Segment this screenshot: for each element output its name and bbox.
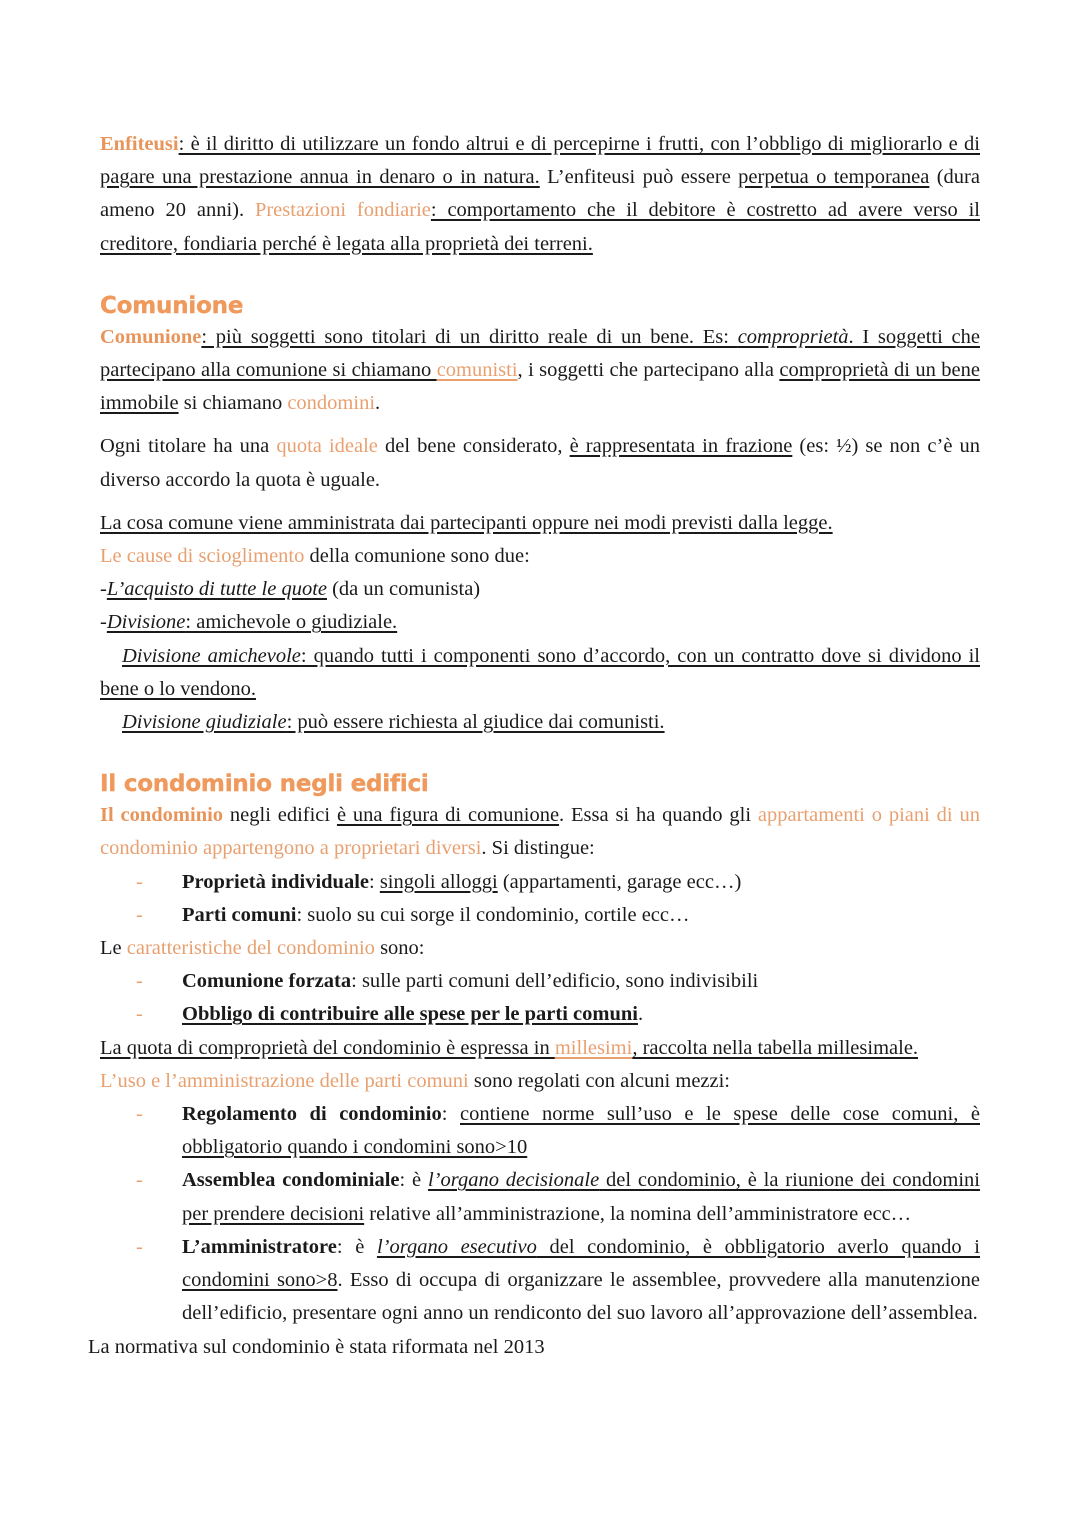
list-item-italic: l’organo esecutivo <box>376 1235 537 1258</box>
paragraph-comunione-1 <box>100 321 980 421</box>
comunione-p2-d: (es: ½) se non c’è un diverso accordo la quota è uguale. <box>100 435 981 491</box>
condominio-p3-orange: millesimi <box>554 1036 633 1059</box>
list-item-bold: Comunione forzata <box>182 970 352 993</box>
comunione-p4: della comunione sono due: <box>304 545 530 568</box>
condominio-p2-orange: caratteristiche del condominio <box>126 937 375 960</box>
paragraph-comunione-7 <box>100 640 980 706</box>
list-item-bold: L’amministratore <box>182 1235 337 1258</box>
paragraph-condominio-2 <box>100 932 980 965</box>
condominio-p1-b: . Essa si ha quando gli <box>559 804 758 827</box>
list-item-underline: singoli alloggi <box>379 870 498 893</box>
list-item-mid: : <box>441 1103 460 1126</box>
comunione-p3: La cosa comune viene amministrata dai partecipanti oppure nei modi previsti dalla legge. <box>100 511 833 534</box>
list-item-mid: : è <box>399 1169 428 1192</box>
paragraph-spacer <box>100 420 980 430</box>
list-mezzi <box>100 1098 980 1330</box>
comunione-p1-it: comproprietà <box>737 325 849 348</box>
list-item-rest: (appartamenti, garage ecc…) <box>497 870 742 893</box>
list-item-mid: : <box>351 970 362 993</box>
heading-condominio: Il condominio negli edifici <box>100 771 429 798</box>
comunione-p2-b: del bene considerato, <box>377 435 570 458</box>
comunione-p1-orange2: condomini <box>287 392 376 415</box>
comunione-p8-rest: : può essere richiesta al giudice dai comunisti. <box>286 711 665 734</box>
comunione-p6-rest: : amichevole o giudiziale. <box>185 611 398 634</box>
comunione-p7-it: Divisione amichevole <box>122 644 301 667</box>
list-caratteristiche <box>100 965 980 1031</box>
term-prestazioni-fondiarie: Prestazioni fondiarie <box>254 199 431 222</box>
list-item-rest: . <box>637 1003 644 1026</box>
list-item-bold: Proprietà individuale <box>182 870 369 893</box>
list-item <box>136 1231 980 1331</box>
comunione-p6-it: Divisione <box>106 611 186 634</box>
paragraph-comunione-6 <box>100 606 980 639</box>
comunione-p2-c: è rappresentata in frazione <box>569 435 793 458</box>
comunione-p8-it: Divisione giudiziale <box>122 711 287 734</box>
comunione-p4-orange: Le cause di scioglimento <box>100 545 305 568</box>
list-item-mid: : <box>368 870 380 893</box>
list-item-bold: Assemblea condominiale <box>182 1169 400 1192</box>
comunione-p7-rest: : quando tutti i componenti sono d’accordo, con un contratto dove si dividono il bene o lo vendono. <box>100 644 980 700</box>
comunione-p5-rest: (da un comunista) <box>326 578 481 601</box>
list-item <box>136 899 980 932</box>
comunione-p1-e: si chiamano <box>178 392 288 415</box>
list-item-italic: l’organo decisionale <box>427 1169 600 1192</box>
section-spacer <box>100 739 980 771</box>
comunione-p5-it: L’acquisto di tutte le quote <box>106 578 327 601</box>
closing-text: La normativa sul condominio è stata riformata nel 2013 <box>88 1335 545 1358</box>
paragraph-enfiteusi <box>100 128 980 261</box>
list-distinzione <box>100 866 980 932</box>
list-item-mid: : è <box>336 1235 377 1258</box>
enfiteusi-body-2: L’enfiteusi può essere <box>539 166 739 189</box>
condominio-p2-b: sono: <box>374 937 425 960</box>
term-enfiteusi: Enfiteusi <box>100 133 179 155</box>
list-item <box>136 998 980 1031</box>
paragraph-comunione-3 <box>100 507 980 540</box>
comunione-p5-dash: - <box>100 578 107 601</box>
condominio-p1-u: è una figura di comunione <box>336 804 560 827</box>
enfiteusi-body-1: : è il diritto di utilizzare un fondo altrui e di percepirne i frutti, con l’obbligo di migliorarlo e di pagare una prestazione annua in denaro o in natura. <box>100 133 980 189</box>
paragraph-comunione-4 <box>100 540 980 573</box>
term-il-condominio: Il condominio <box>100 804 224 827</box>
condominio-p1-orange: appartamenti o piani di un condominio appartengono a proprietari diversi <box>100 804 980 860</box>
comunione-p1-b: . I soggetti che partecipano alla comunione si chiamano <box>100 325 980 382</box>
list-item-underline: del condominio, è la riunione dei condomini per prendere decisioni <box>182 1169 981 1225</box>
list-item <box>136 965 980 998</box>
list-item-rest: . Esso di occupa di organizzare le assemblee, provvedere alla manutenzione dell’edificio, presentare ogni anno un rendiconto del suo lavoro all’approvazione dell’assemblea. <box>182 1269 980 1325</box>
paragraph-condominio-4 <box>100 1065 980 1098</box>
condominio-p1-c: . Si distingue: <box>481 837 595 860</box>
paragraph-spacer <box>100 497 980 507</box>
condominio-p3-a: La quota di comproprietà del condominio è espressa in <box>100 1036 555 1059</box>
enfiteusi-body-4: : comportamento che il debitore è costretto ad avere verso il creditore, fondiaria perché è legata alla proprietà dei terreni. <box>100 199 980 255</box>
comunione-p1-orange1: comunisti <box>436 359 518 382</box>
heading-comunione: Comunione <box>100 292 244 319</box>
condominio-p4-b: sono regolati con alcuni mezzi: <box>468 1069 731 1092</box>
comunione-p2-orange: quota ideale <box>276 435 378 458</box>
comunione-p1-c: , i soggetti che partecipano alla <box>517 359 780 382</box>
condominio-p1-a: negli edifici <box>223 804 337 827</box>
list-item <box>136 1098 980 1164</box>
list-item-rest: sulle parti comuni dell’edificio, sono indivisibili <box>361 970 759 993</box>
list-item-mid: : <box>296 903 308 926</box>
comunione-p1-f: . <box>375 392 381 415</box>
comunione-p1-a: : più soggetti sono titolari di un diritto reale di un bene. Es: <box>201 325 738 348</box>
list-item-underline: contiene norme sull’uso e le spese delle cose comuni, è obbligatorio quando i condomini sono>10 <box>182 1103 980 1159</box>
paragraph-comunione-5 <box>100 573 980 606</box>
enfiteusi-emph-1: perpetua o temporanea <box>738 166 930 189</box>
list-item-rest: relative all’amministrazione, la nomina dell’amministratore ecc… <box>364 1202 912 1225</box>
list-item-bold: Obbligo di contribuire alle spese per le parti comuni <box>182 1003 638 1026</box>
paragraph-condominio-1 <box>100 799 980 865</box>
list-item-bold: Parti comuni <box>182 903 297 926</box>
list-item-bold: Regolamento di condominio <box>182 1103 442 1126</box>
condominio-p3-b: , raccolta nella tabella millesimale. <box>632 1036 919 1059</box>
condominio-p4-orange: L’uso e l’amministrazione delle parti comuni <box>100 1069 469 1092</box>
paragraph-closing <box>88 1331 980 1364</box>
list-item-rest: suolo su cui sorge il condominio, cortile ecc… <box>307 903 690 926</box>
paragraph-comunione-2 <box>100 430 980 496</box>
section-spacer <box>100 261 980 293</box>
list-item <box>136 1164 980 1230</box>
list-item-underline: del condominio, è obbligatorio averlo quando i condomini sono>8 <box>182 1235 980 1292</box>
term-comunione: Comunione <box>100 325 202 348</box>
paragraph-condominio-3 <box>100 1032 980 1065</box>
comunione-p6-dash: - <box>100 611 107 634</box>
paragraph-comunione-8 <box>100 706 980 739</box>
comunione-p1-d: comproprietà di un bene immobile <box>100 359 981 415</box>
list-item <box>136 866 980 899</box>
enfiteusi-body-3: (dura ameno 20 anni). <box>100 166 980 222</box>
condominio-p2-a: Le <box>100 937 127 960</box>
comunione-p2-a: Ogni titolare ha una <box>100 435 277 458</box>
